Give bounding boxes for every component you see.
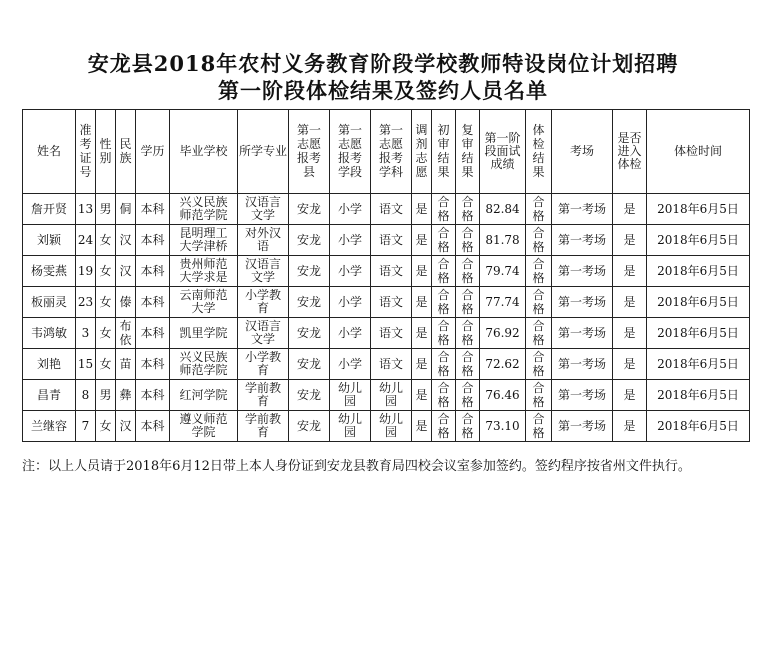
cell-interview-score: 79.74 — [480, 256, 526, 287]
cell-name: 刘颖 — [23, 225, 76, 256]
cell-education: 本科 — [136, 318, 170, 349]
cell-education: 本科 — [136, 349, 170, 380]
cell-interview-score: 73.10 — [480, 411, 526, 442]
cell-initial-review: 合格 — [432, 318, 456, 349]
cell-stage: 小学 — [330, 318, 371, 349]
cell-enter-exam: 是 — [613, 287, 647, 318]
cell-re-review: 合格 — [456, 194, 480, 225]
table-header-row — [23, 110, 750, 194]
cell-interview-score: 82.84 — [480, 194, 526, 225]
cell-initial-review: 合格 — [432, 380, 456, 411]
header-subject: 第一志愿报考学科 — [371, 110, 412, 194]
cell-school: 凯里学院 — [170, 318, 238, 349]
cell-exam-time: 2018年6月5日 — [647, 349, 750, 380]
cell-adjust: 是 — [412, 411, 432, 442]
cell-stage: 小学 — [330, 349, 371, 380]
cell-initial-review: 合格 — [432, 194, 456, 225]
cell-ethnicity: 傣 — [116, 287, 136, 318]
cell-exam-result: 合格 — [526, 380, 552, 411]
header-education: 学历 — [136, 110, 170, 194]
cell-exam-time: 2018年6月5日 — [647, 411, 750, 442]
cell-venue: 第一考场 — [552, 225, 613, 256]
cell-gender: 女 — [96, 225, 116, 256]
header-gender: 性别 — [96, 110, 116, 194]
table-row — [23, 225, 750, 256]
header-re-review: 复审结果 — [456, 110, 480, 194]
cell-gender: 男 — [96, 380, 116, 411]
cell-venue: 第一考场 — [552, 287, 613, 318]
cell-gender: 男 — [96, 194, 116, 225]
table-row — [23, 256, 750, 287]
cell-interview-score: 77.74 — [480, 287, 526, 318]
header-interview-score: 第一阶段面试成绩 — [480, 110, 526, 194]
cell-ethnicity: 汉 — [116, 256, 136, 287]
cell-exam-time: 2018年6月5日 — [647, 225, 750, 256]
cell-re-review: 合格 — [456, 349, 480, 380]
cell-education: 本科 — [136, 256, 170, 287]
cell-stage: 幼儿园 — [330, 380, 371, 411]
cell-major: 小学教育 — [238, 349, 289, 380]
cell-county: 安龙 — [289, 318, 330, 349]
cell-enter-exam: 是 — [613, 194, 647, 225]
cell-stage: 幼儿园 — [330, 411, 371, 442]
cell-school: 昆明理工大学津桥 — [170, 225, 238, 256]
header-enter-exam: 是否进入体检 — [613, 110, 647, 194]
cell-county: 安龙 — [289, 256, 330, 287]
header-county: 第一志愿报考县 — [289, 110, 330, 194]
cell-gender: 女 — [96, 318, 116, 349]
cell-initial-review: 合格 — [432, 411, 456, 442]
cell-gender: 女 — [96, 349, 116, 380]
cell-exam-result: 合格 — [526, 287, 552, 318]
cell-exam-time: 2018年6月5日 — [647, 287, 750, 318]
header-adjust: 调剂志愿 — [412, 110, 432, 194]
cell-exam-time: 2018年6月5日 — [647, 318, 750, 349]
cell-enter-exam: 是 — [613, 225, 647, 256]
cell-name: 詹开贤 — [23, 194, 76, 225]
cell-exam-result: 合格 — [526, 318, 552, 349]
cell-school: 红河学院 — [170, 380, 238, 411]
results-table — [22, 109, 750, 442]
cell-adjust: 是 — [412, 225, 432, 256]
cell-major: 对外汉语 — [238, 225, 289, 256]
cell-subject: 语文 — [371, 194, 412, 225]
cell-exam-result: 合格 — [526, 411, 552, 442]
cell-re-review: 合格 — [456, 287, 480, 318]
cell-name: 兰继容 — [23, 411, 76, 442]
cell-county: 安龙 — [289, 411, 330, 442]
header-ticket: 准考证号 — [76, 110, 96, 194]
document-title: 安龙县2018年农村义务教育阶段学校教师特设岗位计划招聘 — [87, 51, 679, 76]
cell-education: 本科 — [136, 411, 170, 442]
cell-enter-exam: 是 — [613, 380, 647, 411]
cell-subject: 幼儿园 — [371, 411, 412, 442]
cell-ticket: 23 — [76, 287, 96, 318]
cell-education: 本科 — [136, 225, 170, 256]
cell-adjust: 是 — [412, 256, 432, 287]
cell-re-review: 合格 — [456, 380, 480, 411]
cell-venue: 第一考场 — [552, 194, 613, 225]
cell-venue: 第一考场 — [552, 256, 613, 287]
cell-county: 安龙 — [289, 287, 330, 318]
cell-county: 安龙 — [289, 349, 330, 380]
cell-exam-result: 合格 — [526, 225, 552, 256]
cell-initial-review: 合格 — [432, 256, 456, 287]
cell-education: 本科 — [136, 287, 170, 318]
cell-re-review: 合格 — [456, 225, 480, 256]
cell-school: 遵义师范学院 — [170, 411, 238, 442]
cell-school: 云南师范大学 — [170, 287, 238, 318]
cell-subject: 语文 — [371, 318, 412, 349]
header-school: 毕业学校 — [170, 110, 238, 194]
cell-name: 杨雯燕 — [23, 256, 76, 287]
cell-major: 汉语言文学 — [238, 318, 289, 349]
cell-county: 安龙 — [289, 380, 330, 411]
cell-exam-result: 合格 — [526, 194, 552, 225]
cell-interview-score: 81.78 — [480, 225, 526, 256]
cell-county: 安龙 — [289, 225, 330, 256]
table-row — [23, 318, 750, 349]
cell-school: 兴义民族师范学院 — [170, 349, 238, 380]
cell-adjust: 是 — [412, 287, 432, 318]
cell-school: 兴义民族师范学院 — [170, 194, 238, 225]
table-row — [23, 380, 750, 411]
cell-re-review: 合格 — [456, 256, 480, 287]
cell-adjust: 是 — [412, 194, 432, 225]
cell-major: 学前教育 — [238, 411, 289, 442]
header-venue: 考场 — [552, 110, 613, 194]
cell-gender: 女 — [96, 287, 116, 318]
cell-interview-score: 76.92 — [480, 318, 526, 349]
cell-ticket: 15 — [76, 349, 96, 380]
cell-education: 本科 — [136, 194, 170, 225]
cell-ticket: 8 — [76, 380, 96, 411]
cell-stage: 小学 — [330, 287, 371, 318]
cell-interview-score: 76.46 — [480, 380, 526, 411]
cell-name: 板丽灵 — [23, 287, 76, 318]
cell-ticket: 24 — [76, 225, 96, 256]
cell-re-review: 合格 — [456, 411, 480, 442]
cell-education: 本科 — [136, 380, 170, 411]
cell-ethnicity: 苗 — [116, 349, 136, 380]
cell-stage: 小学 — [330, 194, 371, 225]
header-exam-result: 体检结果 — [526, 110, 552, 194]
header-major: 所学专业 — [238, 110, 289, 194]
cell-exam-result: 合格 — [526, 256, 552, 287]
cell-name: 韦鸿敏 — [23, 318, 76, 349]
cell-county: 安龙 — [289, 194, 330, 225]
cell-venue: 第一考场 — [552, 380, 613, 411]
cell-stage: 小学 — [330, 225, 371, 256]
cell-ticket: 13 — [76, 194, 96, 225]
cell-ticket: 7 — [76, 411, 96, 442]
cell-major: 汉语言文学 — [238, 194, 289, 225]
table-row — [23, 194, 750, 225]
cell-gender: 女 — [96, 411, 116, 442]
header-initial-review: 初审结果 — [432, 110, 456, 194]
cell-initial-review: 合格 — [432, 287, 456, 318]
footnote: 注：以上人员请于2018年6月12日带上本人身份证到安龙县教育局四校会议室参加签约。签约程序按省州文件执行。 — [22, 459, 691, 474]
header-name: 姓名 — [23, 110, 76, 194]
cell-initial-review: 合格 — [432, 225, 456, 256]
cell-ethnicity: 汉 — [116, 411, 136, 442]
cell-venue: 第一考场 — [552, 411, 613, 442]
cell-enter-exam: 是 — [613, 411, 647, 442]
cell-enter-exam: 是 — [613, 349, 647, 380]
cell-interview-score: 72.62 — [480, 349, 526, 380]
cell-exam-time: 2018年6月5日 — [647, 380, 750, 411]
table-row — [23, 411, 750, 442]
cell-subject: 幼儿园 — [371, 380, 412, 411]
cell-adjust: 是 — [412, 318, 432, 349]
cell-enter-exam: 是 — [613, 256, 647, 287]
cell-major: 汉语言文学 — [238, 256, 289, 287]
cell-ethnicity: 汉 — [116, 225, 136, 256]
cell-name: 刘艳 — [23, 349, 76, 380]
header-stage: 第一志愿报考学段 — [330, 110, 371, 194]
cell-ethnicity: 彝 — [116, 380, 136, 411]
cell-gender: 女 — [96, 256, 116, 287]
cell-re-review: 合格 — [456, 318, 480, 349]
cell-initial-review: 合格 — [432, 349, 456, 380]
cell-major: 学前教育 — [238, 380, 289, 411]
document-subtitle: 第一阶段体检结果及签约人员名单 — [218, 78, 548, 103]
cell-major: 小学教育 — [238, 287, 289, 318]
cell-stage: 小学 — [330, 256, 371, 287]
table-row — [23, 349, 750, 380]
cell-exam-time: 2018年6月5日 — [647, 256, 750, 287]
cell-subject: 语文 — [371, 287, 412, 318]
cell-adjust: 是 — [412, 349, 432, 380]
header-ethnicity: 民族 — [116, 110, 136, 194]
cell-adjust: 是 — [412, 380, 432, 411]
cell-enter-exam: 是 — [613, 318, 647, 349]
cell-ticket: 19 — [76, 256, 96, 287]
cell-exam-time: 2018年6月5日 — [647, 194, 750, 225]
cell-venue: 第一考场 — [552, 318, 613, 349]
cell-school: 贵州师范大学求是 — [170, 256, 238, 287]
cell-ethnicity: 布依 — [116, 318, 136, 349]
header-exam-time: 体检时间 — [647, 110, 750, 194]
table-row — [23, 287, 750, 318]
cell-subject: 语文 — [371, 256, 412, 287]
cell-ticket: 3 — [76, 318, 96, 349]
cell-exam-result: 合格 — [526, 349, 552, 380]
cell-venue: 第一考场 — [552, 349, 613, 380]
cell-subject: 语文 — [371, 349, 412, 380]
cell-ethnicity: 侗 — [116, 194, 136, 225]
cell-subject: 语文 — [371, 225, 412, 256]
cell-name: 昌青 — [23, 380, 76, 411]
